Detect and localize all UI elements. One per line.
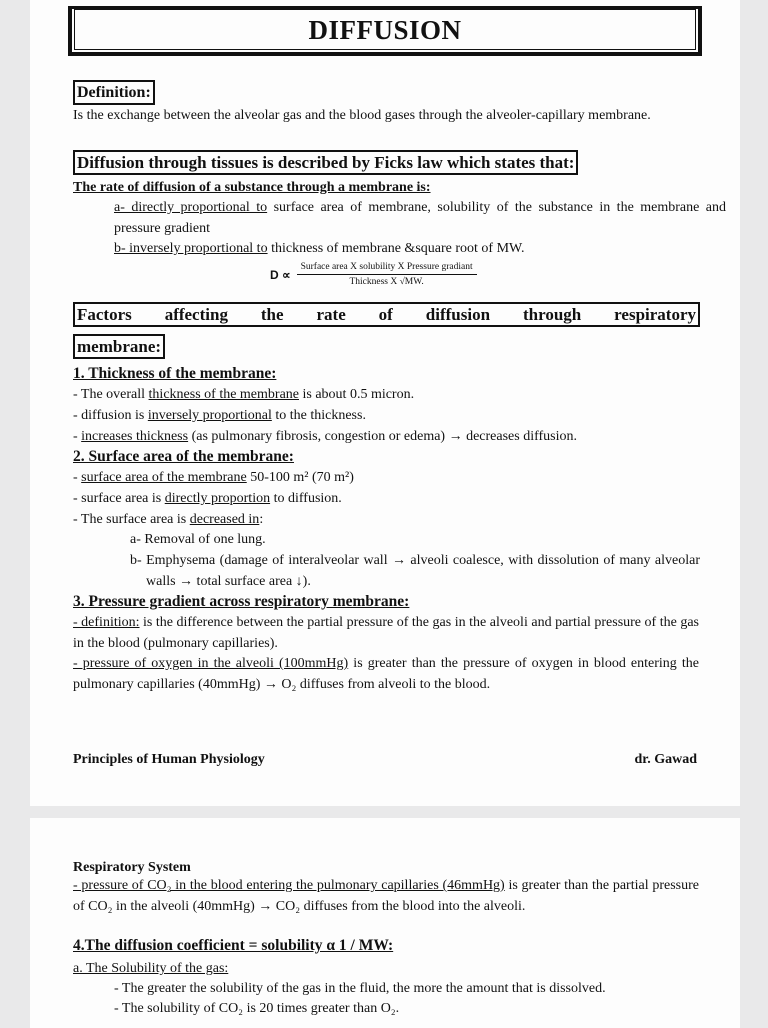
surface-item-b: [130, 551, 700, 592]
formula-lhs: D ∝: [270, 267, 291, 282]
ficks-point-b-text: thickness of membrane &square root of MW.: [267, 241, 525, 256]
ficks-point-a-text: surface area of membrane, solubility of the substance in the membrane and pressure gradient: [114, 200, 727, 236]
surface-line-1: [73, 468, 354, 489]
footer-right: dr. Gawad: [634, 752, 697, 767]
ficks-point-a-label: a- directly proportional to: [114, 200, 268, 215]
surface-l2-underlined: directly proportion: [164, 491, 271, 506]
surface-heading: 2. Surface area of the membrane:: [73, 448, 294, 465]
rate-heading: The rate of diffusion of a substance through a membrane is:: [73, 180, 431, 195]
thickness-l3-post: (as pulmonary fibrosis, congestion or edema) → decreases diffusion.: [188, 429, 578, 444]
surface-l1-pre: -: [73, 470, 82, 485]
pressure-definition-label: - definition:: [73, 615, 140, 630]
thickness-l3-pre: -: [73, 429, 82, 444]
pressure-oxygen-text: is greater than the pressure of oxygen in blood entering the pulmonary capillaries (40mmHg) → O₂ diffuses from alveoli to the blood.: [73, 656, 699, 692]
page2-co2: [73, 876, 699, 917]
surface-line-2: [73, 489, 342, 510]
solubility-line-2: - The solubility of CO₂ is 20 times greater than O₂.: [114, 1001, 400, 1016]
pressure-definition: [73, 613, 699, 654]
surface-item-a: a- Removal of one lung.: [130, 532, 266, 547]
thickness-l1-pre: - The overall: [73, 387, 149, 402]
ficks-point-b-label: b- inversely proportional to: [114, 241, 268, 256]
factors-heading-line1: Factors affecting the rate of diffusion through respiratory: [73, 302, 700, 327]
page-title: DIFFUSION: [308, 15, 462, 45]
surface-l3-post: :: [259, 512, 264, 527]
pressure-heading: 3. Pressure gradient across respiratory membrane:: [73, 593, 410, 610]
thickness-l1-underlined: thickness of the membrane: [148, 387, 299, 402]
footer-left: Principles of Human Physiology: [73, 752, 265, 767]
formula-denominator: Thickness X √MW.: [349, 277, 424, 287]
surface-l2-pre: - surface area is: [73, 491, 165, 506]
pressure-oxygen: [73, 654, 699, 695]
definition-text: Is the exchange between the alveolar gas and the blood gases through the alveoler-capillary membrane.: [73, 108, 651, 123]
thickness-l2-pre: - diffusion is: [73, 408, 148, 423]
surface-l1-underlined: surface area of the membrane: [81, 470, 247, 485]
thickness-line-1: [73, 385, 414, 406]
page2-header: Respiratory System: [73, 860, 191, 875]
definition-heading: Definition:: [73, 80, 155, 105]
ficks-point-b: [114, 239, 524, 260]
pressure-definition-text: is the difference between the partial pressure of the gas in the alveoli and partial pressure of the gas in the blood (pulmonary capillaries).: [73, 615, 699, 651]
surface-line-3: [73, 510, 263, 531]
thickness-l3-underlined: increases thickness: [81, 429, 189, 444]
formula-numerator: Surface area X solubility X Pressure gradiant: [297, 262, 477, 275]
ficks-heading: Diffusion through tissues is described by Ficks law which states that:: [73, 150, 578, 175]
ficks-formula: [270, 262, 477, 287]
pressure-oxygen-label: - pressure of oxygen in the alveoli (100mmHg): [73, 656, 349, 671]
solubility-line-1: - The greater the solubility of the gas in the fluid, the more the amount that is dissolved.: [114, 981, 606, 996]
factors-heading-box: [73, 302, 700, 327]
page2-co2-label: - pressure of CO₂ in the blood entering the pulmonary capillaries (46mmHg): [73, 878, 505, 893]
surface-l1-post: 50-100 m² (70 m²): [246, 470, 354, 485]
formula-fraction: [297, 262, 477, 287]
page2-co2-text: is greater than the partial pressure of CO₂ in the alveoli (40mmHg) → CO₂ diffuses from the blood into the alveoli.: [73, 878, 699, 914]
thickness-l2-post: to the thickness.: [271, 408, 366, 423]
ficks-heading-box: [73, 150, 578, 175]
thickness-line-2: [73, 406, 366, 427]
ficks-point-a: [114, 198, 726, 239]
solubility-heading: a. The Solubility of the gas:: [73, 961, 229, 976]
surface-l3-underlined: decreased in: [189, 512, 260, 527]
surface-l3-pre: - The surface area is: [73, 512, 190, 527]
thickness-line-3: [73, 427, 577, 448]
surface-item-b-text: b- Emphysema (damage of interalveolar wall → alveoli coalesce, with dissolution of many alveolar walls → total surface area ↓).: [130, 553, 700, 589]
thickness-l1-post: is about 0.5 micron.: [299, 387, 415, 402]
definition-heading-box: [73, 80, 155, 105]
thickness-heading: 1. Thickness of the membrane:: [73, 365, 277, 382]
factors-heading-box-2: [73, 334, 165, 359]
thickness-l2-underlined: inversely proportional: [147, 408, 272, 423]
factors-heading-line2: membrane:: [73, 334, 165, 359]
title-box: [68, 6, 702, 56]
coefficient-heading: 4.The diffusion coefficient = solubility α 1 / MW:: [73, 937, 394, 954]
surface-l2-post: to diffusion.: [270, 491, 342, 506]
